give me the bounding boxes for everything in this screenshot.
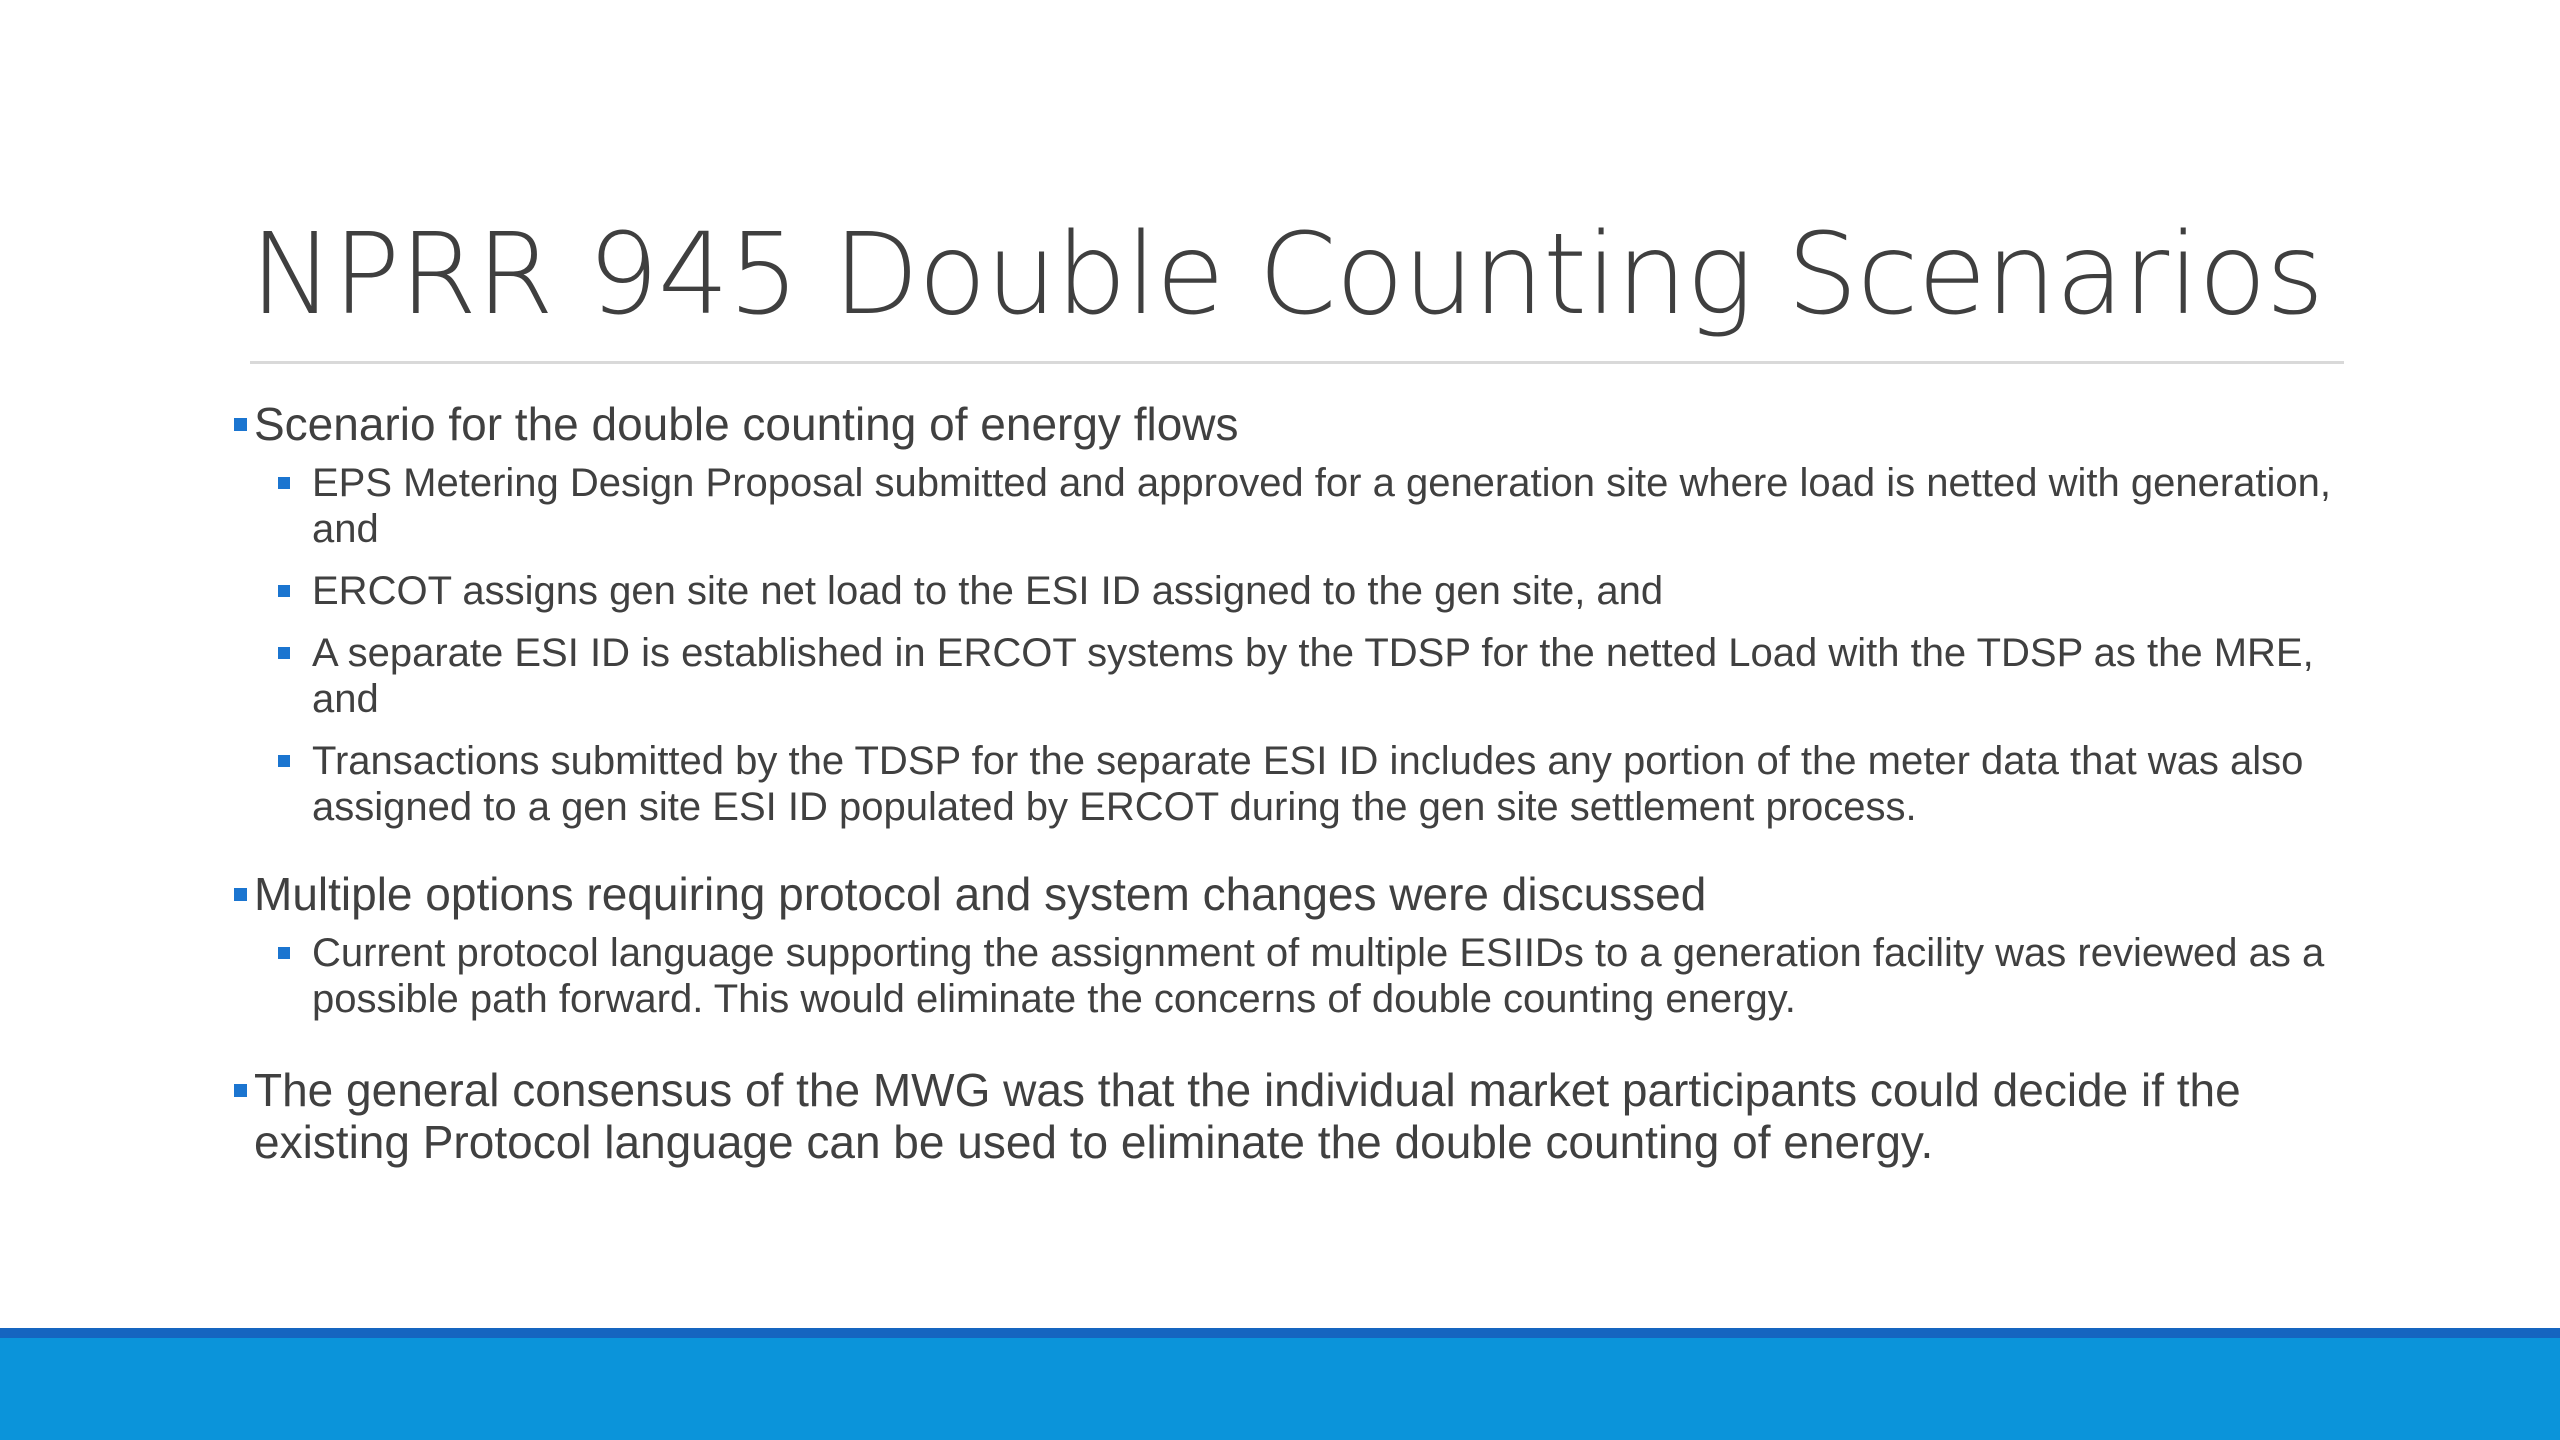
sub-bullet [232,930,2342,1022]
square-bullet-icon [234,418,247,431]
bullet-2-text: Multiple options requiring protocol and system changes were discussed [254,868,1707,920]
bullet-2 [232,868,2342,920]
sub-bullet [232,630,2342,722]
sub-bullet [232,568,2342,614]
title-divider [250,361,2344,364]
sub-bullet-text: EPS Metering Design Proposal submitted and approved for a generation site where load is netted with generation, and [312,461,2331,551]
sub-bullet [232,738,2342,830]
square-bullet-icon [234,1084,247,1097]
square-bullet-icon [278,585,290,597]
slide-title: NPRR 945 Double Counting Scenarios [250,210,2324,340]
footer-accent-line [0,1328,2560,1338]
sub-bullet-text: A separate ESI ID is established in ERCOT systems by the TDSP for the netted Load with the TDSP as the MRE, and [312,631,2314,721]
footer-band [0,1338,2560,1440]
square-bullet-icon [234,888,247,901]
bullet-3 [232,1064,2342,1168]
bullet-1-text: Scenario for the double counting of energy flows [254,398,1239,450]
slide-body [232,398,2342,1168]
square-bullet-icon [278,947,290,959]
sub-bullet-text: Transactions submitted by the TDSP for the separate ESI ID includes any portion of the meter data that was also assigned to a gen site ESI ID populated by ERCOT during the gen site settlement process. [312,739,2304,829]
sub-bullet-text: ERCOT assigns gen site net load to the ESI ID assigned to the gen site, and [312,569,1664,613]
square-bullet-icon [278,647,290,659]
square-bullet-icon [278,477,290,489]
sub-bullet [232,460,2342,552]
square-bullet-icon [278,755,290,767]
bullet-1 [232,398,2342,450]
bullet-3-text: The general consensus of the MWG was that the individual market participants could decide if the existing Protocol language can be used to eliminate the double counting of energy. [254,1064,2241,1168]
sub-bullet-text: Current protocol language supporting the assignment of multiple ESIIDs to a generation facility was reviewed as a possible path forward. This would eliminate the concerns of double counting energy. [312,931,2325,1021]
bullet-1-sublist [232,460,2342,830]
bullet-2-sublist [232,930,2342,1022]
